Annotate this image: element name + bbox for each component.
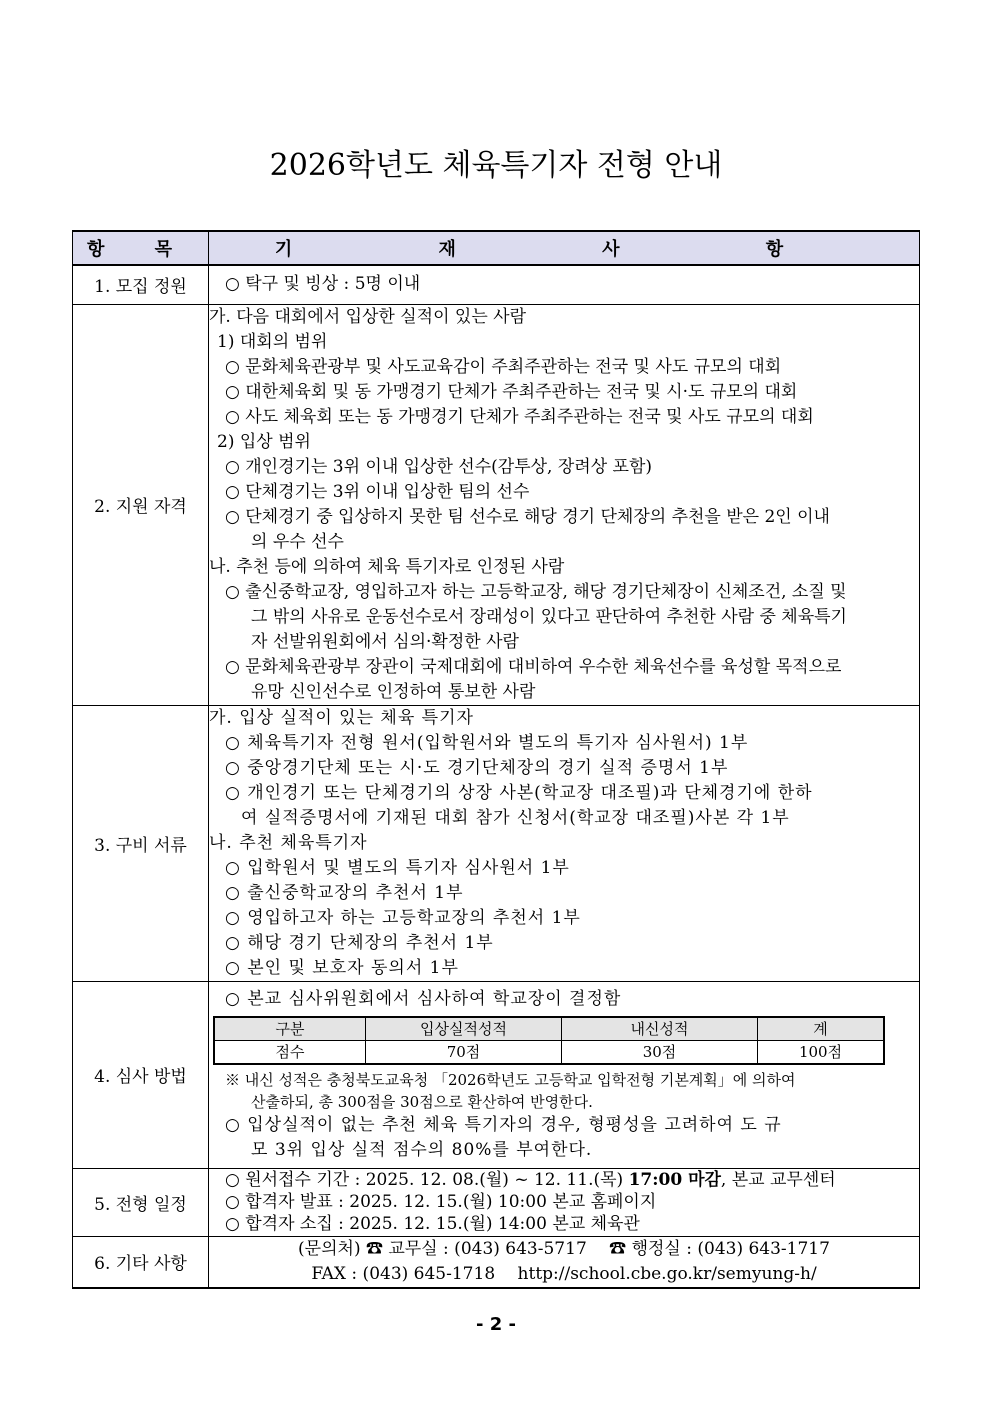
deadline-text: 17:00 마감 xyxy=(628,1170,721,1190)
text-line: ○ 본인 및 보호자 동의서 1부 xyxy=(225,957,459,978)
text-line: 그 밖의 사유로 운동선수로서 장래성이 있다고 판단하여 추천한 사람 중 체육특기 xyxy=(251,606,847,627)
text-line: ○ 본교 심사위원회에서 심사하여 학교장이 결정함 xyxy=(225,988,622,1009)
row-label: 2. 지원 자격 xyxy=(73,304,209,705)
row-label: 1. 모집 정원 xyxy=(73,265,209,304)
text-line: ○ 해당 경기 단체장의 추천서 1부 xyxy=(225,932,494,953)
text-line: ○ 단체경기 중 입상하지 못한 팀 선수로 해당 경기 단체장의 추천을 받은 2인 이내 xyxy=(225,506,830,527)
text-line: ○ 입상실적이 없는 추천 체육 특기자의 경우, 형평성을 고려하여 도 규 xyxy=(225,1114,782,1135)
score-header: 구분 xyxy=(214,1017,366,1041)
text-line: ○ 영입하고자 하는 고등학교장의 추천서 1부 xyxy=(225,907,581,928)
page-title: 2026학년도 체육특기자 전형 안내 xyxy=(269,148,723,183)
text-line: 유망 신인선수로 인정하여 통보한 사람 xyxy=(251,681,536,702)
score-header: 입상실적성적 xyxy=(366,1017,562,1041)
score-header: 내신성적 xyxy=(562,1017,758,1041)
row-label: 3. 구비 서류 xyxy=(73,705,209,981)
text-line: 나. 추천 등에 의하여 체육 특기자로 인정된 사람 xyxy=(209,556,565,577)
text-line: ○ 입학원서 및 별도의 특기자 심사원서 1부 xyxy=(225,857,570,878)
score-cell: 점수 xyxy=(214,1040,366,1064)
text-line: ○ 개인경기 또는 단체경기의 상장 사본(학교장 대조필)과 단체경기에 한하 xyxy=(225,782,813,803)
row-label: 5. 전형 일정 xyxy=(73,1168,209,1236)
text-line: ○ 합격자 소집 : 2025. 12. 15.(월) 14:00 본교 체육관 xyxy=(225,1214,640,1234)
text-line: ○ 문화체육관광부 장관이 국제대회에 대비하여 우수한 체육선수를 육성할 목적으로 xyxy=(225,656,842,677)
text-line: 2) 입상 범위 xyxy=(217,431,311,452)
text-line: ○ 출신중학교장의 추천서 1부 xyxy=(225,882,464,903)
text-line: 의 우수 선수 xyxy=(251,531,344,552)
header-content: 기 재 사 항 xyxy=(209,231,920,265)
row-eligibility xyxy=(73,304,920,705)
text-line: ○ 사도 체육회 또는 동 가맹경기 단체가 주최주관하는 전국 및 사도 규모의 대회 xyxy=(225,406,814,427)
note-line: ※ 내신 성적은 충청북도교육청 「2026학년도 고등학교 입학전형 기본계획」에 의하여 xyxy=(225,1070,796,1089)
page-number: - 2 - xyxy=(476,1314,516,1335)
text-line: ○ 문화체육관광부 및 사도교육감이 주최주관하는 전국 및 사도 규모의 대회 xyxy=(225,356,782,377)
text-line: 나. 추천 체육특기자 xyxy=(209,832,368,853)
row-schedule xyxy=(73,1168,920,1236)
text-line: 가. 입상 실적이 있는 체육 특기자 xyxy=(209,707,474,728)
score-cell: 70점 xyxy=(366,1040,562,1064)
header-item: 항 목 xyxy=(73,231,209,265)
row-recruitment xyxy=(73,265,920,304)
text-line: ○ 탁구 및 빙상 : 5명 이내 xyxy=(225,274,421,295)
score-cell: 30점 xyxy=(562,1040,758,1064)
contact-line: FAX : (043) 645-1718 http://school.cbe.go.kr/semyung-h/ xyxy=(311,1263,817,1284)
text-line: 여 실적증명서에 기재된 대회 참가 신청서(학교장 대조필)사본 각 1부 xyxy=(241,807,790,828)
text-line: ○ 중앙경기단체 또는 시·도 경기단체장의 경기 실적 증명서 1부 xyxy=(225,757,729,778)
row-etc xyxy=(73,1236,920,1288)
row-documents xyxy=(73,705,920,981)
text-line: 1) 대회의 범위 xyxy=(217,331,328,352)
text-line: ○ 개인경기는 3위 이내 입상한 선수(감투상, 장려상 포함) xyxy=(225,456,653,477)
row-label: 6. 기타 사항 xyxy=(73,1236,209,1288)
text-line: 자 선발위원회에서 심의·확정한 사람 xyxy=(251,631,519,652)
text-line: ○ 합격자 발표 : 2025. 12. 15.(월) 10:00 본교 홈페이지 xyxy=(225,1192,657,1212)
score-table xyxy=(213,1016,885,1065)
text-line: ○ 체육특기자 전형 원서(입학원서와 별도의 특기자 심사원서) 1부 xyxy=(225,732,749,753)
contact-line: (문의처) ☎ 교무실 : (043) 643-5717 ☎ 행정실 : (043) 643-1717 xyxy=(298,1238,830,1259)
score-cell: 100점 xyxy=(758,1040,885,1064)
text-line: ○ 대한체육회 및 동 가맹경기 단체가 주최주관하는 전국 및 시·도 규모의 대회 xyxy=(225,381,798,402)
text-line: 가. 다음 대회에서 입상한 실적이 있는 사람 xyxy=(209,306,527,327)
info-table xyxy=(72,230,920,1289)
score-header: 계 xyxy=(758,1017,885,1041)
row-label: 4. 심사 방법 xyxy=(73,981,209,1168)
note-line: 산출하되, 총 300점을 30점으로 환산하여 반영한다. xyxy=(251,1092,593,1111)
text-line: ○ 출신중학교장, 영입하고자 하는 고등학교장, 해당 경기단체장이 신체조건, 소질 및 xyxy=(225,581,847,602)
text-line: ○ 원서접수 기간 : 2025. 12. 08.(월) ~ 12. 11.(목) 17:00 마감, 본교 교무센터 xyxy=(225,1170,836,1190)
row-evaluation xyxy=(73,981,920,1168)
text-line: ○ 단체경기는 3위 이내 입상한 팀의 선수 xyxy=(225,481,530,502)
text-line: 모 3위 입상 실적 점수의 80%를 부여한다. xyxy=(251,1139,593,1160)
